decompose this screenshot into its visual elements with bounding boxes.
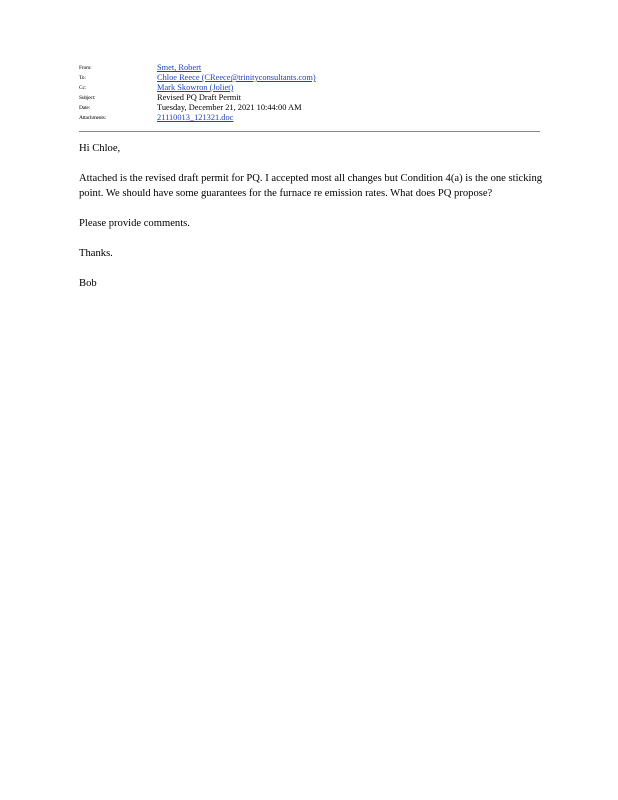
body-paragraph-thanks: Thanks. (79, 248, 113, 259)
subject-label: Subject: (79, 95, 96, 101)
body-paragraph-main: Attached is the revised draft permit for PQ. I accepted most all changes but Condition 4(a) is the one sticking point. We should have some guarantees for the furnace re emission rates. What does PQ propose? (79, 173, 543, 199)
date-row (79, 103, 540, 113)
cc-link[interactable]: Mark Skowron (Joliet) (157, 83, 234, 92)
date-label: Date: (79, 105, 90, 111)
to-link[interactable]: Chloe Reece (CReece@trinityconsultants.com) (157, 73, 316, 82)
attachments-row (79, 113, 540, 123)
from-row (79, 63, 540, 73)
to-label: To: (79, 75, 86, 81)
from-link[interactable]: Smet, Robert (157, 63, 202, 72)
subject-value: Revised PQ Draft Permit (157, 93, 241, 102)
from-label: From: (79, 65, 92, 71)
cc-row (79, 83, 540, 93)
to-row (79, 73, 540, 83)
attachments-label: Attachments: (79, 115, 106, 121)
body-paragraph-comments: Please provide comments. (79, 218, 190, 229)
greeting: Hi Chloe, (79, 143, 121, 154)
email-header (79, 63, 540, 123)
subject-row (79, 93, 540, 103)
date-value: Tuesday, December 21, 2021 10:44:00 AM (157, 103, 302, 112)
header-divider (79, 131, 540, 132)
attachment-link[interactable]: 21110013_121321.doc (157, 113, 234, 122)
cc-label: Cc: (79, 85, 87, 91)
signature: Bob (79, 278, 97, 289)
email-body (79, 141, 549, 291)
